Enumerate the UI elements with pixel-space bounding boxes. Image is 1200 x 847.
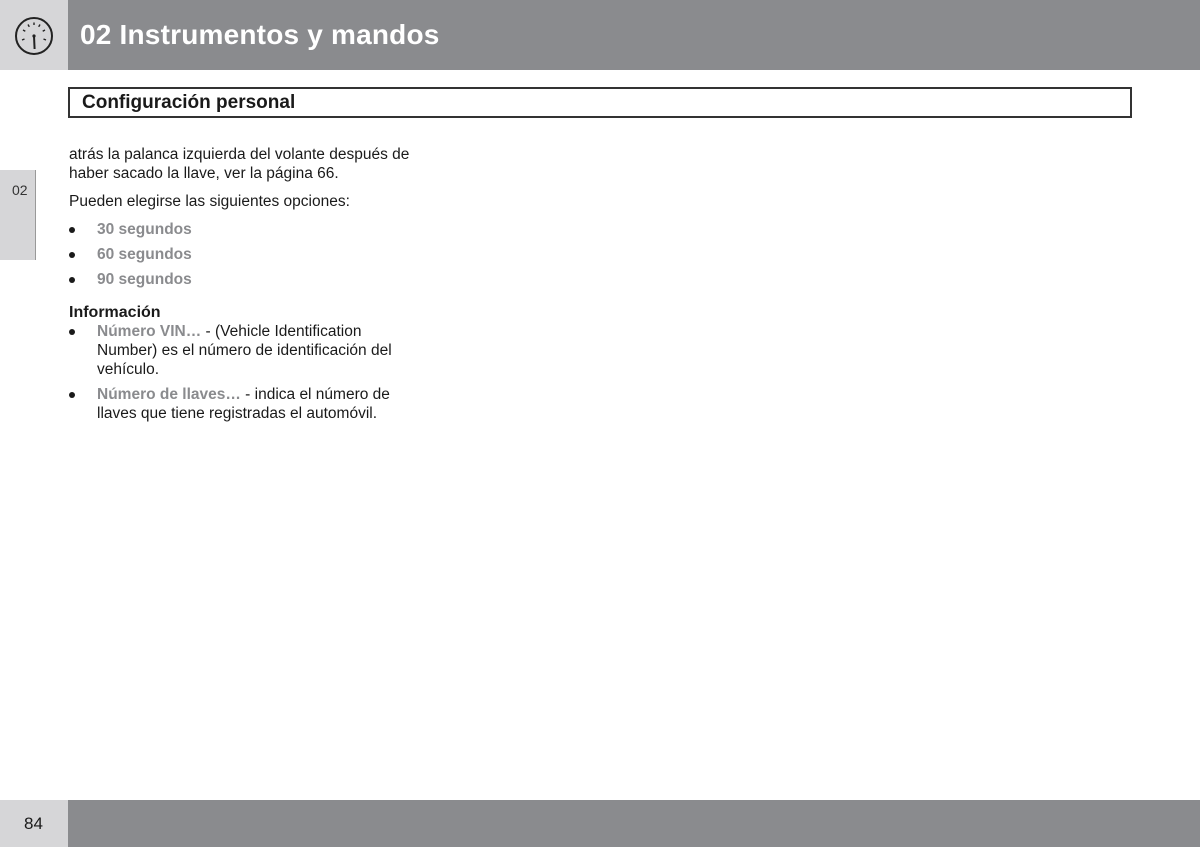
bullet-icon: [69, 252, 75, 258]
footer-bar: [68, 800, 1200, 847]
info-heading: Información: [69, 304, 161, 321]
option-label: 90 segundos: [97, 271, 192, 288]
bullet-icon: [69, 277, 75, 283]
side-tab-label: 02: [12, 182, 28, 198]
chapter-side-tab: [0, 170, 36, 260]
option-label: 30 segundos: [97, 221, 192, 238]
options-list: [69, 220, 414, 289]
list-item: [69, 245, 414, 264]
section-title: Configuración personal: [82, 92, 296, 113]
header-bar: [68, 0, 1200, 70]
list-item: [69, 220, 414, 239]
page-number: 84: [24, 814, 43, 833]
list-item: [69, 385, 414, 423]
footer-page-box: [0, 800, 68, 847]
bullet-icon: [69, 392, 75, 398]
header-icon-box: [0, 0, 68, 70]
info-text: - indica el número de llaves que tiene registradas el automóvil.: [97, 386, 390, 422]
info-term: Número VIN…: [97, 323, 202, 340]
list-item: [69, 322, 414, 379]
bullet-icon: [69, 329, 75, 335]
option-label: 60 segundos: [97, 246, 192, 263]
info-text: - (Vehicle Identification Number) es el número de identificación del vehículo.: [97, 323, 392, 378]
section-header: [68, 87, 1132, 118]
page-content: [69, 145, 414, 429]
paragraph-1: atrás la palanca izquierda del volante después de haber sacado la llave, ver la página 66.: [69, 146, 410, 182]
chapter-title: 02 Instrumentos y mandos: [80, 19, 440, 50]
info-list: [69, 322, 414, 423]
paragraph-2: Pueden elegirse las siguientes opciones:: [69, 193, 350, 210]
bullet-icon: [69, 227, 75, 233]
info-term: Número de llaves…: [97, 386, 241, 403]
gauge-icon: [14, 16, 54, 56]
list-item: [69, 270, 414, 289]
